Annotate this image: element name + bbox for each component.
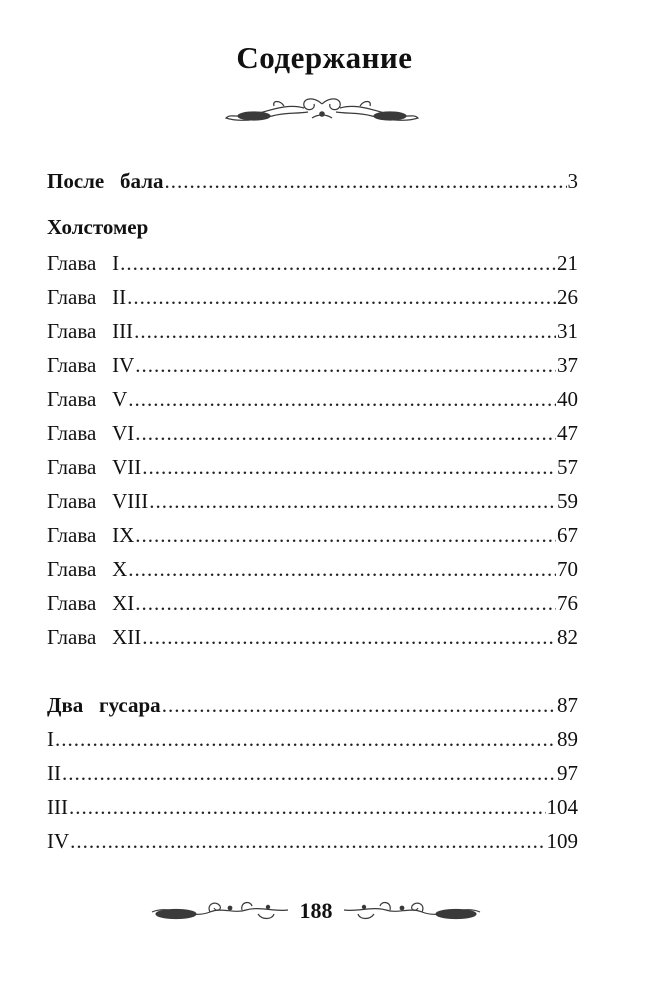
dot-leader bbox=[135, 588, 556, 618]
toc-entry-title: Глава III bbox=[47, 319, 134, 343]
dot-leader bbox=[135, 520, 556, 550]
toc-entry-page: 76 bbox=[557, 591, 578, 615]
dot-leader bbox=[142, 622, 556, 652]
toc-entry-page: 104 bbox=[546, 795, 578, 819]
toc-entry-chapter bbox=[47, 758, 578, 788]
dot-leader bbox=[55, 724, 556, 754]
toc-entry-chapter bbox=[47, 826, 578, 856]
toc-entry-chapter bbox=[47, 792, 578, 822]
page-title: Содержание bbox=[236, 40, 413, 75]
dot-leader bbox=[142, 452, 556, 482]
toc-entry-page: 89 bbox=[557, 727, 578, 751]
dot-leader bbox=[164, 166, 566, 196]
toc-entry-chapter bbox=[47, 520, 578, 550]
flourish-ornament-icon bbox=[224, 92, 420, 128]
toc-entry-page: 70 bbox=[557, 557, 578, 581]
toc-entry-chapter bbox=[47, 622, 578, 652]
toc-entry-chapter bbox=[47, 452, 578, 482]
toc-entry-title: Глава X bbox=[47, 557, 128, 581]
toc-entry-chapter bbox=[47, 554, 578, 584]
dot-leader bbox=[120, 248, 556, 278]
toc-entry-page: 40 bbox=[557, 387, 578, 411]
toc-section-heading: Холстомер bbox=[47, 215, 149, 239]
toc-entry-title: Два гусара bbox=[47, 693, 161, 717]
dot-leader bbox=[62, 758, 556, 788]
toc-entry-title: Глава I bbox=[47, 251, 120, 275]
dot-leader bbox=[135, 418, 556, 448]
toc-entry-page: 87 bbox=[557, 693, 578, 717]
toc-entry-title: Глава XII bbox=[47, 625, 142, 649]
toc-entry-title: Глава VII bbox=[47, 455, 142, 479]
toc-entry-title: Глава V bbox=[47, 387, 128, 411]
toc-entry-page: 37 bbox=[557, 353, 578, 377]
dot-leader bbox=[128, 554, 556, 584]
toc-entry-page: 67 bbox=[557, 523, 578, 547]
toc-entry-title: Глава VIII bbox=[47, 489, 149, 513]
toc-entry-title: Глава IX bbox=[47, 523, 135, 547]
dot-leader bbox=[134, 316, 556, 346]
dot-leader bbox=[149, 486, 556, 516]
toc-entry-title: После бала bbox=[47, 169, 164, 193]
toc-entry-page: 97 bbox=[557, 761, 578, 785]
page-number: 188 bbox=[299, 898, 333, 923]
toc-entry-chapter bbox=[47, 588, 578, 618]
toc-entry-chapter bbox=[47, 350, 578, 380]
toc-entry-title: I bbox=[47, 727, 54, 751]
toc-entry-page: 21 bbox=[557, 251, 578, 275]
toc-entry-title: Глава XI bbox=[47, 591, 135, 615]
flourish-left-icon bbox=[150, 894, 290, 928]
toc-entry-chapter bbox=[47, 384, 578, 414]
toc-entry-page: 31 bbox=[557, 319, 578, 343]
dot-leader bbox=[70, 826, 545, 856]
toc-entry-chapter bbox=[47, 282, 578, 312]
toc-entry-page: 3 bbox=[567, 169, 578, 193]
toc-entry-chapter bbox=[47, 418, 578, 448]
toc-entry-title: Глава VI bbox=[47, 421, 135, 445]
toc-entry-page: 57 bbox=[557, 455, 578, 479]
toc-entry-chapter bbox=[47, 248, 578, 278]
toc-entry-title: IV bbox=[47, 829, 70, 853]
dot-leader bbox=[162, 690, 556, 720]
toc-entry-story bbox=[47, 166, 578, 196]
toc-entry-title: Глава IV bbox=[47, 353, 135, 377]
toc-entry-chapter bbox=[47, 316, 578, 346]
dot-leader bbox=[128, 384, 556, 414]
toc-entry-story bbox=[47, 690, 578, 720]
toc-entry-page: 26 bbox=[557, 285, 578, 309]
toc-entry-chapter bbox=[47, 724, 578, 754]
toc-entry-page: 109 bbox=[546, 829, 578, 853]
dot-leader bbox=[69, 792, 546, 822]
dot-leader bbox=[135, 350, 556, 380]
toc-entry-title: III bbox=[47, 795, 68, 819]
dot-leader bbox=[127, 282, 556, 312]
toc-entry-title: Глава II bbox=[47, 285, 127, 309]
flourish-right-icon bbox=[342, 894, 482, 928]
toc-entry-page: 59 bbox=[557, 489, 578, 513]
toc-entry-title: II bbox=[47, 761, 61, 785]
toc-entry-page: 82 bbox=[557, 625, 578, 649]
toc-entry-page: 47 bbox=[557, 421, 578, 445]
toc-entry-chapter bbox=[47, 486, 578, 516]
